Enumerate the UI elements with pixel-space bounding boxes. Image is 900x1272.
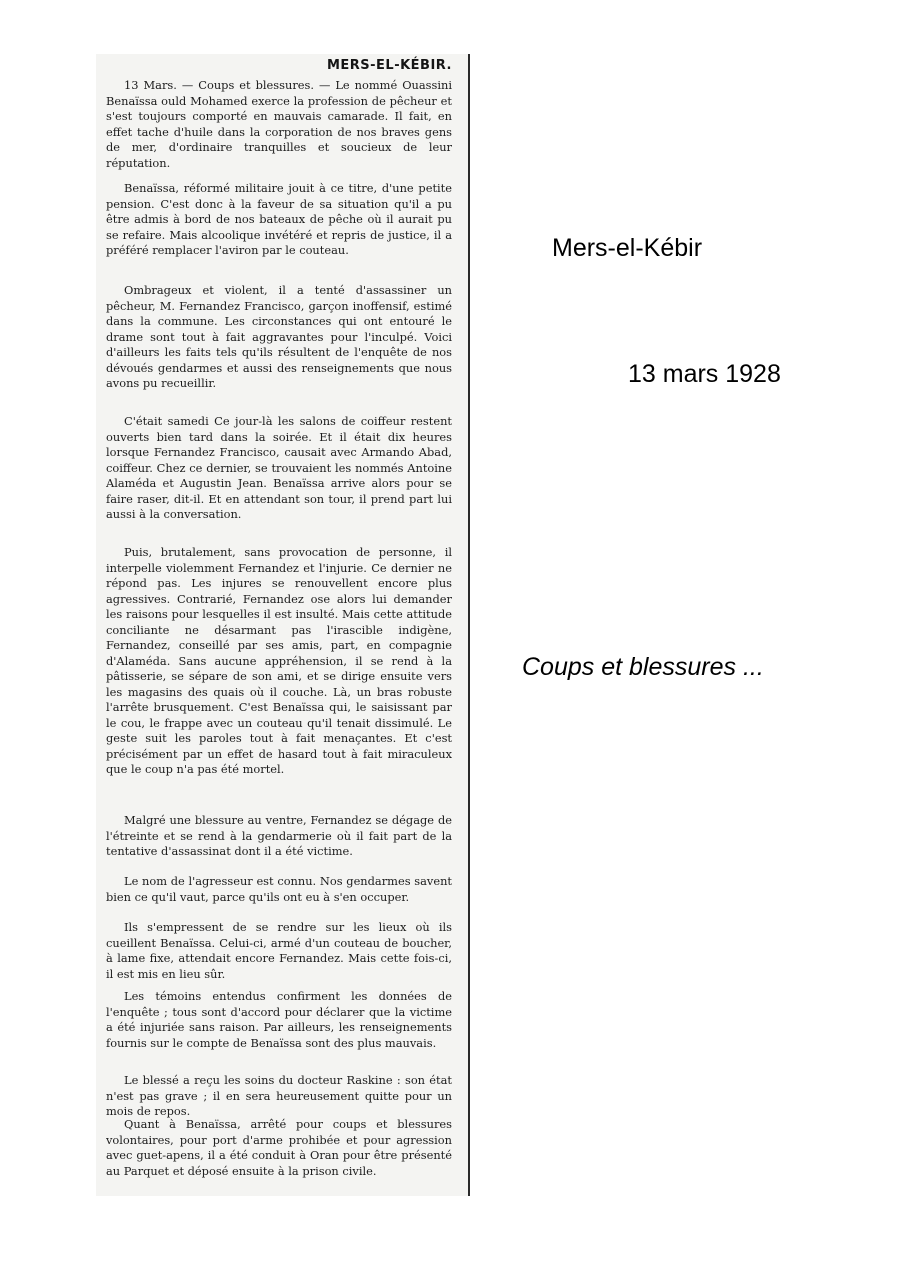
newspaper-clipping [96, 54, 470, 1196]
article-paragraph-4: C'était samedi Ce jour-là les salons de coiffeur restent ouverts bien tard dans la soirée. Et il était dix heures lorsque Fernandez Francisco, causait avec Armando Abad, coiffeur. Chez ce dernier, se trouvaient les nommés Antoine Alaméda et Augustin Jean. Benaïssa arrive alors pour se faire raser, dit-il. Et en attendant son tour, il prend part lui aussi à la conversation. [106, 414, 452, 521]
article-paragraph-3: Ombrageux et violent, il a tenté d'assassiner un pêcheur, M. Fernandez Francisco, garçon inoffensif, estimé dans la commune. Les circonstances qui ont entouré le drame sont tout à fait aggravantes pour l'inculpé. Voici d'ailleurs les faits tels qu'ils résultent de l'enquête de nos dévoués gendarmes et aussi des renseignements que nous avons pu recueillir. [106, 283, 452, 390]
clipping-headline: MERS-EL-KÉBIR. [326, 58, 452, 73]
article-paragraph-10: Le blessé a reçu les soins du docteur Raskine : son état n'est pas grave ; il en sera heureusement quitte pour un mois de repos. [106, 1073, 452, 1118]
article-paragraph-6: Malgré une blessure au ventre, Fernandez se dégage de l'étreinte et se rend à la gendarmerie où il fait part de la tentative d'assassinat dont il a été victime. [106, 813, 452, 858]
article-paragraph-7: Le nom de l'agresseur est connu. Nos gendarmes savent bien ce qu'il vaut, parce qu'ils ont eu à s'en occuper. [106, 874, 452, 904]
article-paragraph-9: Les témoins entendus confirment les données de l'enquête ; tous sont d'accord pour déclarer que la victime a été injuriée sans raison. Par ailleurs, les renseignements fournis sur le compte de Benaïssa sont des plus mauvais. [106, 989, 452, 1050]
article-paragraph-8: Ils s'empressent de se rendre sur les lieux où ils cueillent Benaïssa. Celui-ci, armé d'un couteau de boucher, à lame fixe, attendait encore Fernandez. Mais cette fois-ci, il est mis en lieu sûr. [106, 920, 452, 981]
date-annotation: 13 mars 1928 [628, 360, 781, 388]
article-paragraph-2: Benaïssa, réformé militaire jouit à ce titre, d'une petite pension. C'est donc à la faveur de sa situation qu'il a pu être admis à bord de nos bateaux de pêche où il aurait pu se refaire. Mais alcoolique invétéré et repris de justice, il a préféré remplacer l'aviron par le couteau. [106, 181, 452, 257]
article-paragraph-11: Quant à Benaïssa, arrêté pour coups et blessures volontaires, pour port d'arme prohibée et pour agression avec guet-apens, il a été conduit à Oran pour être présenté au Parquet et déposé ensuite à la prison civile. [106, 1117, 452, 1178]
article-paragraph-5: Puis, brutalement, sans provocation de personne, il interpelle violemment Fernandez et l'injurie. Ce dernier ne répond pas. Les injures se renouvellent encore plus agressives. Contrarié, Fernandez ose alors lui demander les raisons pour lesquelles il est insulté. Mais cette attitude conciliante ne désarmant pas l'irascible indigène, Fernandez, conseillé par ses amis, part, en compagnie d'Alaméda. Sans aucune appréhension, il se rend à la pâtisserie, se sépare de son ami, et se dirige ensuite vers les magasins des quais où il couche. Là, un bras robuste l'arrête brusquement. C'est Benaïssa qui, le saisissant par le cou, le frappe avec un couteau qu'il tenait dissimulé. Le geste suit les paroles tout à fait menaçantes. Et c'est précisément par un effet de hasard tout à fait miraculeux que le coup n'a pas été mortel. [106, 545, 452, 776]
subject-annotation: Coups et blessures ... [522, 653, 764, 681]
place-annotation: Mers-el-Kébir [552, 234, 703, 262]
article-paragraph-1: 13 Mars. — Coups et blessures. — Le nommé Ouassini Benaïssa ould Mohamed exerce la profession de pêcheur et s'est toujours comporté en mauvais camarade. Il fait, en effet tache d'huile dans la corporation de nos braves gens de mer, d'ordinaire tranquilles et soucieux de leur réputation. [106, 78, 452, 170]
